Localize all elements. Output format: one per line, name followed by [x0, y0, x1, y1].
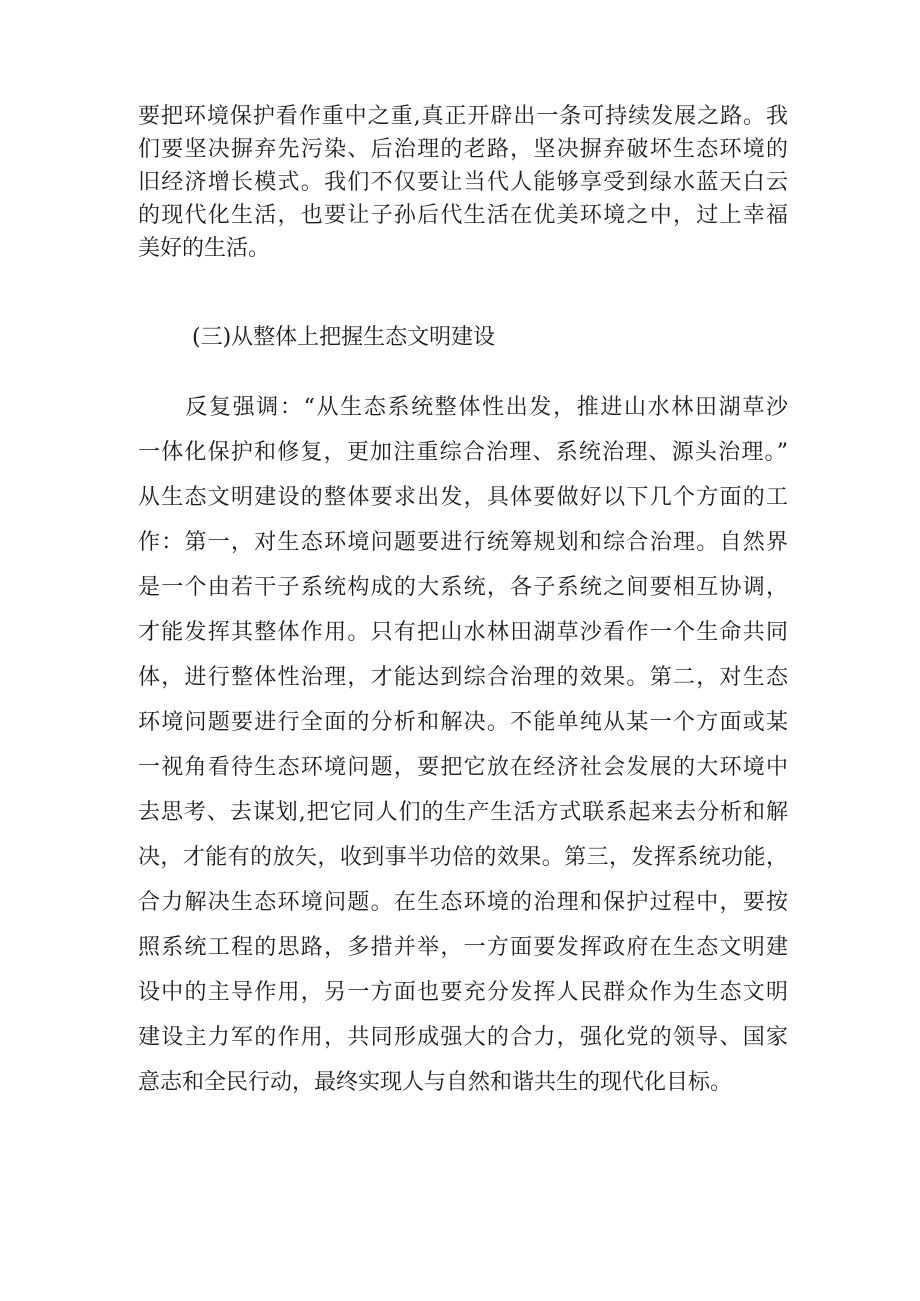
text-line: 才能发挥其整体作用。只有把山水林田湖草沙看作一个生命共同 [138, 620, 788, 645]
text-line: 作：第一，对生态环境问题要进行统筹规划和综合治理。自然界 [138, 530, 788, 555]
text-line: 是一个由若干子系统构成的大系统，各子系统之间要相互协调， [138, 575, 788, 600]
text-line: 的现代化生活，也要让子孙后代生活在优美环境之中，过上幸福 [138, 203, 788, 228]
text-line: 合力解决生态环境问题。在生态环境的治理和保护过程中，要按 [138, 890, 788, 915]
section-heading: (三)从整体上把握生态文明建设 [192, 325, 496, 350]
text-line: 环境问题要进行全面的分析和解决。不能单纯从某一个方面或某 [138, 710, 788, 735]
text-line: 美好的生活。 [138, 236, 271, 261]
text-line: 决，才能有的放矢，收到事半功倍的效果。第三，发挥系统功能， [138, 845, 788, 870]
text-line: 要把环境保护看作重中之重,真正开辟出一条可持续发展之路。我 [138, 104, 788, 129]
text-line: 一体化保护和修复，更加注重综合治理、系统治理、源头治理。” [138, 440, 788, 465]
text-line: 建设主力军的作用，共同形成强大的合力，强化党的领导、国家 [138, 1025, 788, 1050]
text-line: 反复强调：“从生态系统整体性出发，推进山水林田湖草沙 [138, 395, 788, 420]
text-line: 意志和全民行动，最终实现人与自然和谐共生的现代化目标。 [138, 1070, 733, 1095]
text-line: 们要坚决摒弃先污染、后治理的老路，坚决摒弃破坏生态环境的 [138, 137, 788, 162]
text-line: 体，进行整体性治理，才能达到综合治理的效果。第二，对生态 [138, 665, 788, 690]
text-line: 设中的主导作用，另一方面也要充分发挥人民群众作为生态文明 [138, 980, 788, 1005]
text-line: 旧经济增长模式。我们不仅要让当代人能够享受到绿水蓝天白云 [138, 170, 788, 195]
text-line: 照系统工程的思路，多措并举，一方面要发挥政府在生态文明建 [138, 935, 788, 960]
text-line: 从生态文明建设的整体要求出发，具体要做好以下几个方面的工 [138, 485, 788, 510]
text-line: 去思考、去谋划,把它同人们的生产生活方式联系起来去分析和解 [138, 800, 788, 825]
text-line: 一视角看待生态环境问题，要把它放在经济社会发展的大环境中 [138, 755, 788, 780]
